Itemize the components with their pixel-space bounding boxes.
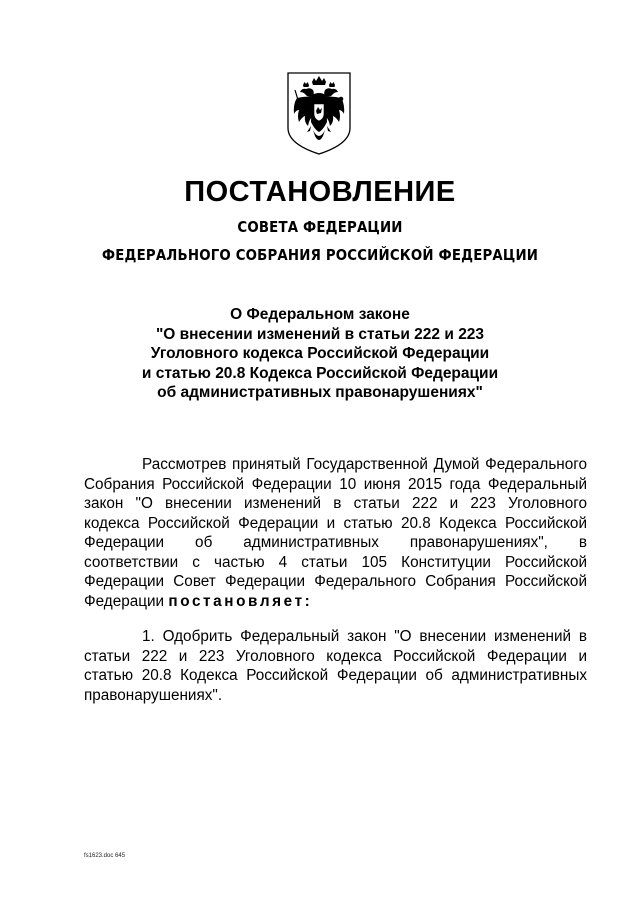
file-reference: fs1623.doc 645	[84, 853, 126, 859]
paragraph-last-line	[84, 592, 587, 612]
paragraph-line: Собрания Российской Федерации 10 июня 2015 года Федеральный	[84, 475, 587, 493]
paragraph-line: кодекса Российской Федерации и статью 20.8 Кодекса Российской	[84, 514, 587, 532]
paragraph-line: статьи 222 и 223 Уголовного кодекса Российской Федерации и	[84, 647, 587, 665]
resolution-paragraph-2	[84, 627, 587, 705]
subject-line: об административных правонарушениях"	[157, 384, 483, 402]
paragraph-line: закон "О внесении изменений в статьи 222 и 223 Уголовного	[84, 495, 587, 512]
paragraph-line: правонарушениях".	[84, 686, 223, 704]
issuer-line-2: ФЕДЕРАЛЬНОГО СОБРАНИЯ РОССИЙСКОЙ ФЕДЕРАЦИИ	[101, 246, 539, 264]
paragraph-line: Федерации Совет Федерации Федерального Собрания Российской	[84, 573, 587, 590]
paragraph-line: Федерации об административных правонарушениях", в	[84, 534, 587, 551]
issuer-line-1: СОВЕТА ФЕДЕРАЦИИ	[237, 218, 403, 236]
subject-line: "О внесении изменений в статьи 222 и 223	[155, 325, 485, 343]
paragraph-line: 1. Одобрить Федеральный закон "О внесении изменений в	[142, 628, 587, 645]
document-title: ПОСТАНОВЛЕНИЕ	[184, 176, 456, 208]
paragraph-line: статью 20.8 Кодекса Российской Федерации об административных	[84, 667, 587, 684]
coat-of-arms-icon	[285, 70, 353, 156]
subject-line: Уголовного кодекса Российской Федерации	[150, 345, 490, 363]
document-subject	[0, 305, 640, 403]
decree-keyword: постановляет:	[168, 592, 313, 610]
paragraph-line: соответствии с частью 4 статьи 105 Конституции Российской	[84, 553, 587, 571]
paragraph-line: Рассмотрев принятый Государственной Думой Федерального	[142, 456, 587, 473]
paragraph-text: Федерации	[84, 592, 169, 610]
subject-line: и статью 20.8 Кодекса Российской Федерации	[141, 364, 499, 382]
resolution-paragraph-1	[84, 455, 587, 611]
subject-line: О Федеральном законе	[230, 306, 410, 323]
